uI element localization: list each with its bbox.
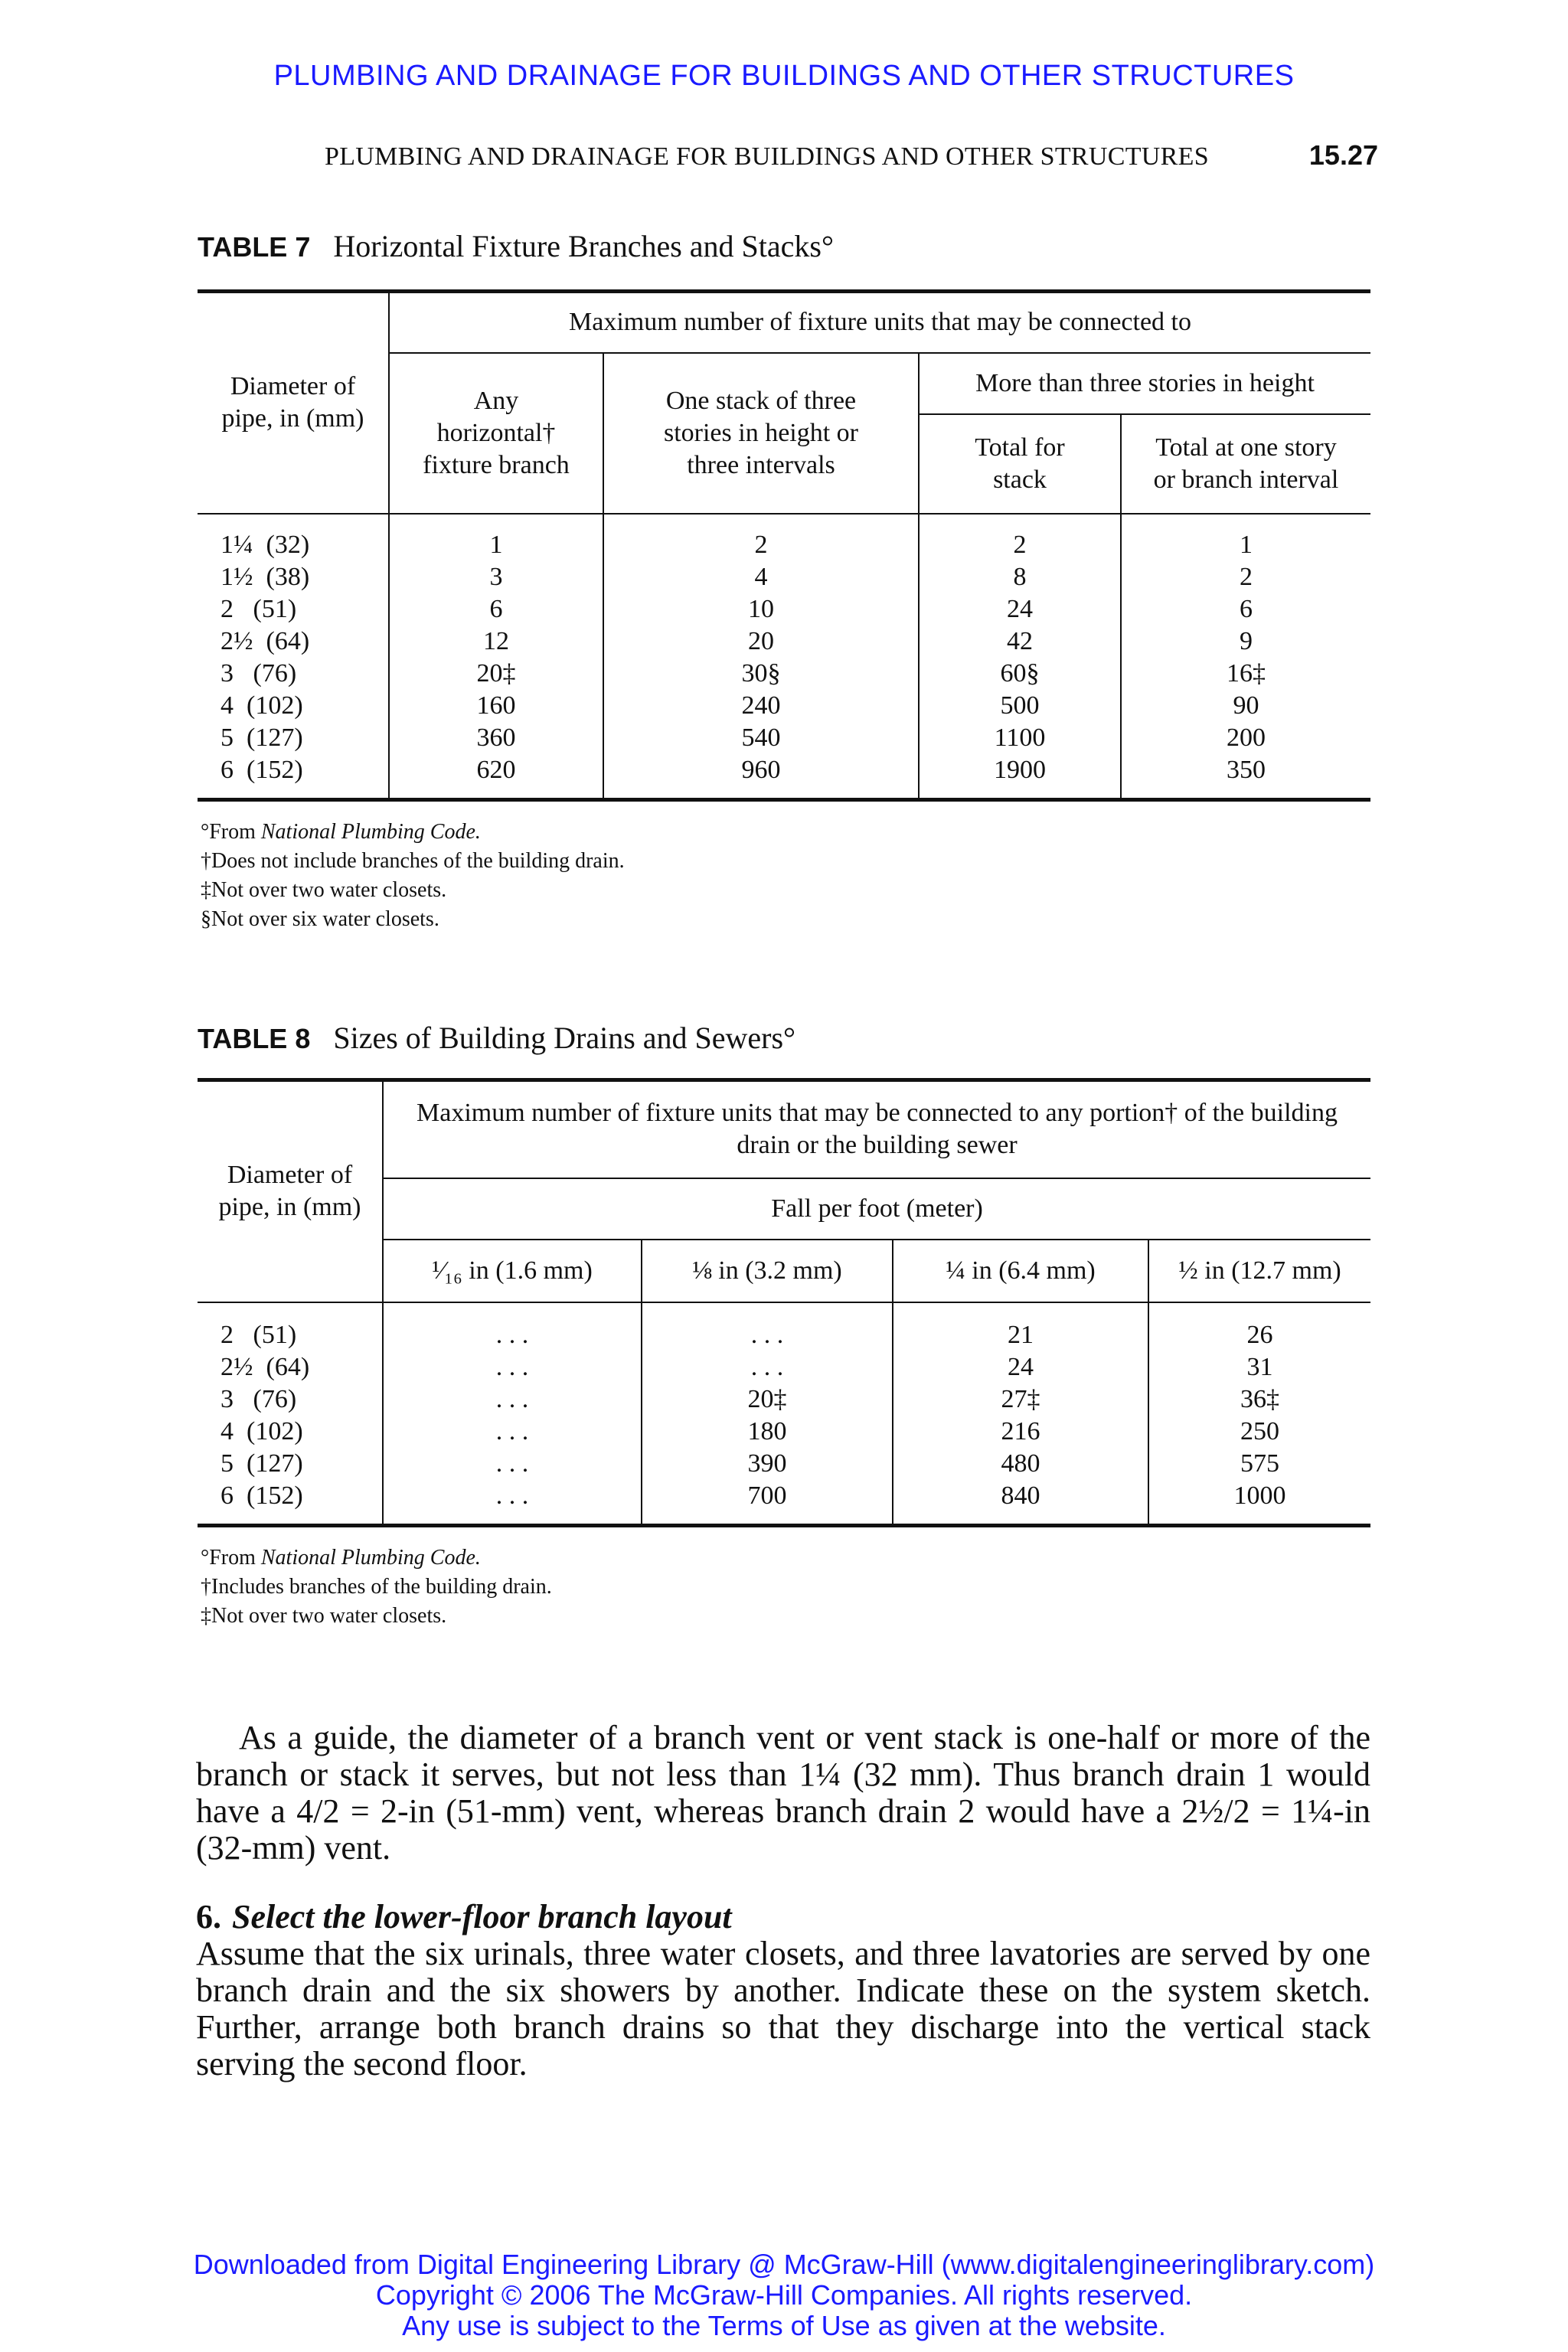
footer-line-1: Downloaded from Digital Engineering Library @ McGraw-Hill (www.digitalengineeringlibrary.com) — [193, 2249, 1375, 2280]
table-row — [198, 1319, 1370, 1351]
table-row — [198, 722, 1370, 754]
t8-footnote-ddagger: ‡Not over two water closets. — [201, 1604, 447, 1628]
t8-col-fall-1-16: ¹⁄₁₆ in (1.6 mm) — [383, 1240, 642, 1302]
table8-title: Sizes of Building Drains and Sewers° — [333, 1021, 796, 1055]
table-row — [198, 626, 1370, 658]
t7-col-diameter: Diameter of pipe, in (mm) — [198, 292, 389, 514]
section-number: 6. — [196, 1898, 221, 1936]
footer-line-3: Any use is subject to the Terms of Use as given at the website. — [402, 2310, 1166, 2341]
table-row — [198, 690, 1370, 722]
t8-cell: 250 — [1148, 1416, 1370, 1448]
t7-footnote-ddagger: ‡Not over two water closets. — [201, 878, 447, 902]
table8 — [198, 1078, 1370, 1527]
table-row — [198, 561, 1370, 593]
t7-cell-diameter: 1½ (38) — [220, 562, 310, 591]
t8-cell: 24 — [893, 1351, 1148, 1383]
t7-cell: 200 — [1121, 722, 1370, 754]
table8-label: TABLE 8 — [198, 1023, 311, 1054]
table7 — [198, 289, 1370, 802]
t8-cell: 700 — [642, 1480, 893, 1512]
t8-cell: 31 — [1148, 1351, 1370, 1383]
t8-cell: . . . — [383, 1448, 642, 1480]
t7-cell: 4 — [603, 561, 919, 593]
t8-cell-diameter: 6 (152) — [220, 1481, 303, 1510]
t8-cell: 840 — [893, 1480, 1148, 1512]
t8-cell: 27‡ — [893, 1383, 1148, 1416]
t7-cell: 1100 — [919, 722, 1121, 754]
t7-footnote-source — [201, 818, 625, 847]
t7-cell: 9 — [1121, 626, 1370, 658]
t8-cell: 180 — [642, 1416, 893, 1448]
t7-col-total-stack: Total for stack — [919, 414, 1121, 514]
t7-cell: 1 — [1121, 529, 1370, 561]
table-row — [198, 1351, 1370, 1383]
table8-caption — [198, 1020, 795, 1056]
body-paragraph-1 — [196, 1720, 1370, 1867]
t7-cell: 620 — [389, 754, 603, 786]
t8-footnote-source-title: National Plumbing Code. — [260, 1546, 481, 1570]
t7-group-more-than-three: More than three stories in height — [919, 353, 1370, 414]
t7-cell-diameter: 6 (152) — [220, 755, 303, 784]
t8-cell: . . . — [642, 1351, 893, 1383]
t7-cell: 3 — [389, 561, 603, 593]
t8-cell-diameter: 2½ (64) — [220, 1352, 310, 1381]
t7-cell: 2 — [603, 529, 919, 561]
t7-cell: 90 — [1121, 690, 1370, 722]
t8-cell-diameter: 2 (51) — [220, 1320, 297, 1349]
t7-cell: 540 — [603, 722, 919, 754]
t7-cell: 10 — [603, 593, 919, 626]
t8-cell: 36‡ — [1148, 1383, 1370, 1416]
t7-cell: 20 — [603, 626, 919, 658]
t8-col-diameter: Diameter of pipe, in (mm) — [198, 1080, 383, 1302]
running-head-title: PLUMBING AND DRAINAGE FOR BUILDINGS AND OTHER STRUCTURES — [325, 142, 1209, 171]
t7-cell: 8 — [919, 561, 1121, 593]
page-number: 15.27 — [1308, 139, 1378, 171]
table-row — [198, 1448, 1370, 1480]
t8-cell: . . . — [642, 1319, 893, 1351]
t8-cell: 26 — [1148, 1319, 1370, 1351]
t7-footnote-section: §Not over six water closets. — [201, 907, 439, 931]
table-row — [198, 1480, 1370, 1512]
t7-cell-diameter: 4 (102) — [220, 691, 303, 720]
t7-cell-diameter: 1¼ (32) — [220, 530, 310, 559]
t8-cell: . . . — [383, 1480, 642, 1512]
t7-cell: 30§ — [603, 658, 919, 690]
table-row — [198, 593, 1370, 626]
t7-cell-diameter: 2½ (64) — [220, 626, 310, 655]
table7-title: Horizontal Fixture Branches and Stacks° — [333, 229, 834, 263]
t7-cell: 1900 — [919, 754, 1121, 786]
t8-footnote-dagger: †Includes branches of the building drain. — [201, 1575, 552, 1599]
t7-cell: 360 — [389, 722, 603, 754]
t7-cell: 350 — [1121, 754, 1370, 786]
t7-cell: 12 — [389, 626, 603, 658]
t8-cell: 1000 — [1148, 1480, 1370, 1512]
t8-cell: 480 — [893, 1448, 1148, 1480]
t8-col-fall-1-2: ½ in (12.7 mm) — [1148, 1240, 1370, 1302]
t8-header-span: Maximum number of fixture units that may be connected to any portion† of the building drain or the building sewer — [383, 1080, 1370, 1178]
t8-cell: . . . — [383, 1383, 642, 1416]
t7-header-span: Maximum number of fixture units that may be connected to — [389, 292, 1370, 353]
body-paragraph-1-text: As a guide, the diameter of a branch vent or vent stack is one-half or more of the branch or stack it serves, but not less than 1¼ (32 mm). Thus branch drain 1 would have a 4/2 = 2-in (51-mm) vent, whereas branch drain 2 would have a 2½/2 = 1¼-in (32-mm) vent. — [196, 1719, 1370, 1867]
source-banner: PLUMBING AND DRAINAGE FOR BUILDINGS AND OTHER STRUCTURES — [273, 60, 1295, 92]
t7-cell: 60§ — [919, 658, 1121, 690]
t7-cell: 2 — [919, 529, 1121, 561]
t7-cell-diameter: 3 (76) — [220, 658, 297, 688]
t7-cell-diameter: 5 (127) — [220, 723, 303, 752]
t7-cell: 160 — [389, 690, 603, 722]
t7-footnote-source-prefix: °From — [201, 820, 261, 844]
t7-cell-diameter: 2 (51) — [220, 594, 297, 623]
t7-cell: 6 — [389, 593, 603, 626]
table-row — [198, 658, 1370, 690]
t8-cell-diameter: 5 (127) — [220, 1449, 303, 1478]
t8-cell: . . . — [383, 1319, 642, 1351]
t8-cell: . . . — [383, 1351, 642, 1383]
table7-label: TABLE 7 — [198, 231, 311, 263]
footer-line-2: Copyright © 2006 The McGraw-Hill Companies. All rights reserved. — [375, 2279, 1193, 2311]
t8-cell: . . . — [383, 1416, 642, 1448]
t7-col-total-story: Total at one story or branch interval — [1121, 414, 1370, 514]
t7-cell: 16‡ — [1121, 658, 1370, 690]
t7-cell: 20‡ — [389, 658, 603, 690]
t7-cell: 2 — [1121, 561, 1370, 593]
section-heading — [196, 1897, 732, 1936]
t8-cell: 21 — [893, 1319, 1148, 1351]
t8-cell: 575 — [1148, 1448, 1370, 1480]
body-paragraph-2: Assume that the six urinals, three water closets, and three lavatories are served by one branch drain and the six showers by another. Indicate these on the system sketch. Further, arrange both branch drains so that they discharge into the vertical stack serving the second floor. — [196, 1935, 1370, 2082]
table7-caption — [198, 228, 834, 264]
t7-cell: 42 — [919, 626, 1121, 658]
t8-cell-diameter: 4 (102) — [220, 1416, 303, 1446]
t7-cell: 1 — [389, 529, 603, 561]
t7-footnote-dagger: †Does not include branches of the building drain. — [201, 849, 625, 873]
t8-cell: 216 — [893, 1416, 1148, 1448]
t8-footnote-source-prefix: °From — [201, 1546, 261, 1570]
table7-footnotes — [201, 818, 625, 934]
t8-col-fall-1-8: ⅛ in (3.2 mm) — [642, 1240, 893, 1302]
table-row — [198, 1383, 1370, 1416]
t7-cell: 6 — [1121, 593, 1370, 626]
t7-cell: 960 — [603, 754, 919, 786]
t8-cell: 390 — [642, 1448, 893, 1480]
t8-col-fall-1-4: ¼ in (6.4 mm) — [893, 1240, 1148, 1302]
t7-cell: 500 — [919, 690, 1121, 722]
download-footer — [0, 2249, 1568, 2341]
table-row — [198, 754, 1370, 786]
t7-cell: 240 — [603, 690, 919, 722]
t8-group-fall: Fall per foot (meter) — [383, 1178, 1370, 1240]
section-title: Select the lower-floor branch layout — [232, 1898, 732, 1936]
table-row — [198, 1416, 1370, 1448]
t7-col-any-branch: Any horizontal† fixture branch — [389, 353, 603, 514]
t8-cell: 20‡ — [642, 1383, 893, 1416]
t8-cell-diameter: 3 (76) — [220, 1384, 297, 1413]
table8-footnotes — [201, 1544, 552, 1631]
table-row — [198, 529, 1370, 561]
t8-footnote-source — [201, 1544, 552, 1573]
t7-cell: 24 — [919, 593, 1121, 626]
t7-footnote-source-title: National Plumbing Code. — [260, 820, 481, 844]
t7-col-one-stack: One stack of three stories in height or three intervals — [603, 353, 919, 514]
